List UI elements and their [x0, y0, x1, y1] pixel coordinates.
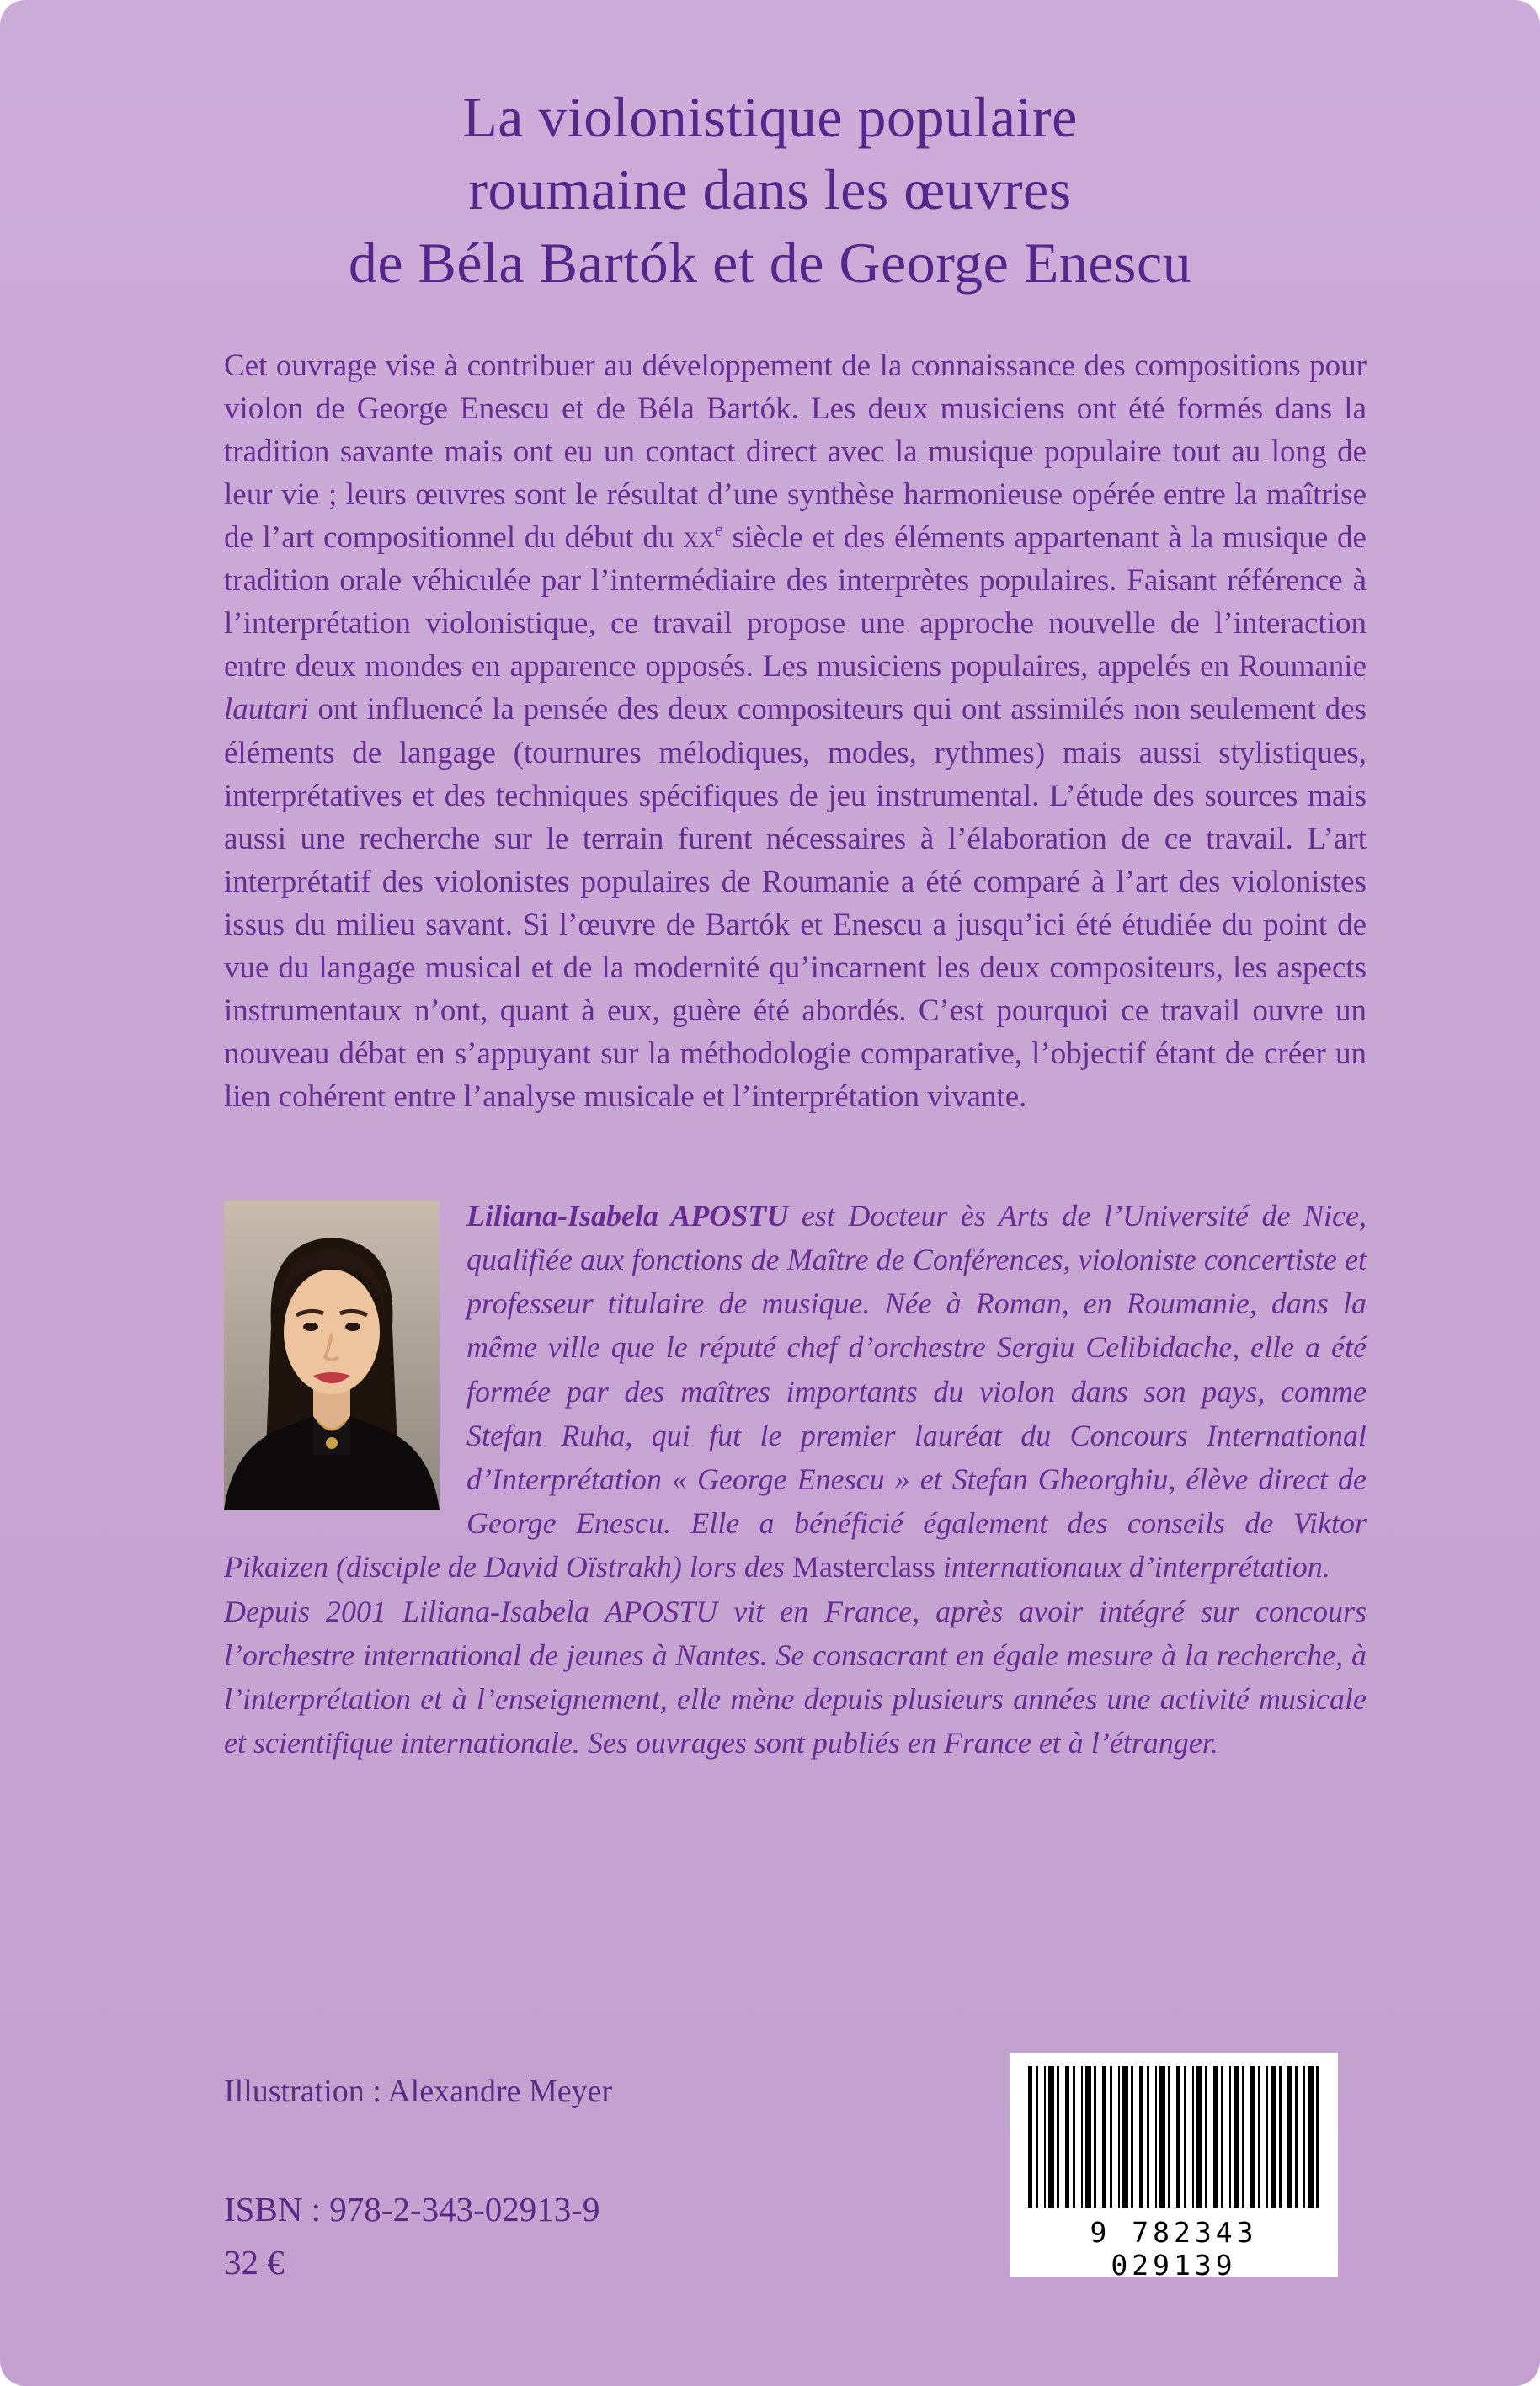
isbn: ISBN : 978-2-343-02913-9: [224, 2189, 600, 2229]
illustration-credit: Illustration : Alexandre Meyer: [224, 2074, 613, 2109]
barcode-number: 9 782343 029139: [1090, 2216, 1258, 2282]
footer: [224, 2073, 612, 2283]
title-line-1: La violonistique populaire: [462, 85, 1078, 149]
barcode: [1010, 2053, 1338, 2282]
bio-paragraph-1: Liliana-Isabela APOSTU est Docteur ès Arts de l’Université de Nice, qualifiée aux fonctions de Maître de Conférences, violoniste concertiste et professeur titulaire de musique. Née à Roman, en Roumanie, dans la même ville que le réputé chef d’orchestre Sergiu Celibidache, elle a été formée par des maîtres importants du violon dans son pays, comme Stefan Ruha, qui fut le premier lauréat du Concours International d’Interprétation « George Enescu » et Stefan Gheorghiu, élève direct de George Enescu. Elle a bénéficié également des conseils de Viktor Pikaizen (disciple de David Oïstrakh) lors des Masterclass internationaux d’interprétation.: [224, 1198, 1367, 1584]
title-line-3: de Béla Bartók et de George Enescu: [348, 230, 1192, 295]
author-portrait-illustration: [224, 1201, 440, 1510]
book-title: [0, 0, 1540, 299]
author-bio: [224, 1194, 1367, 1765]
synopsis-paragraph: Cet ouvrage vise à contribuer au développement de la connaissance des compositions pour violon de George Enescu et de Béla Bartók. Les deux musiciens ont été formés dans la tradition savante mais ont eu un contact direct avec la musique populaire tout au long de leur vie ; leurs œuvres sont le résultat d’une synthèse harmonieuse opérée entre la maîtrise de l’art compositionnel du début du $xx^e$ siècle et des éléments appartenant à la musique de tradition orale véhiculée par l’intermédiaire des interprètes populaires. Faisant référence à l’interprétation violonistique, ce travail propose une approche nouvelle de l’interaction entre deux mondes en apparence opposés. Les musiciens populaires, appelés en Roumanie lautari ont influencé la pensée des deux compositeurs qui ont assimilés non seulement des éléments de langage (tournures mélodiques, modes, rythmes) mais aussi stylistiques, interprétatives et des techniques spécifiques de jeu instrumental. L’étude des sources mais aussi une recherche sur le terrain furent nécessaires à l’élaboration de ce travail. L’art interprétatif des violonistes populaires de Roumanie a été comparé à l’art des violonistes issus du milieu savant. Si l’œuvre de Bartók et Enescu a jusqu’ici été étudiée du point de vue du langage musical et de la modernité qu’incarnent les deux compositeurs, les aspects instrumentaux n’ont, quant à eux, guère été abordés. C’est pourquoi ce travail ouvre un nouveau débat en s’appuyant sur la méthodologie comparative, l’objectif étant de créer un lien cohérent entre l’analyse musicale et l’interprétation vivante.: [224, 349, 1367, 1114]
price: 32 €: [224, 2242, 285, 2282]
author-photo: [224, 1201, 440, 1510]
barcode-bars: [1028, 2066, 1319, 2208]
bio-paragraph-2: Depuis 2001 Liliana-Isabela APOSTU vit en France, après avoir intégré sur concours l’orchestre international de jeunes à Nantes. Se consacrant en égale mesure à la recherche, à l’interprétation et à l’enseignement, elle mène depuis plusieurs années une activité musicale et scientifique internationale. Ses ouvrages sont publiés en France et à l’étranger.: [224, 1594, 1367, 1760]
title-line-2: roumaine dans les œuvres: [468, 157, 1072, 222]
